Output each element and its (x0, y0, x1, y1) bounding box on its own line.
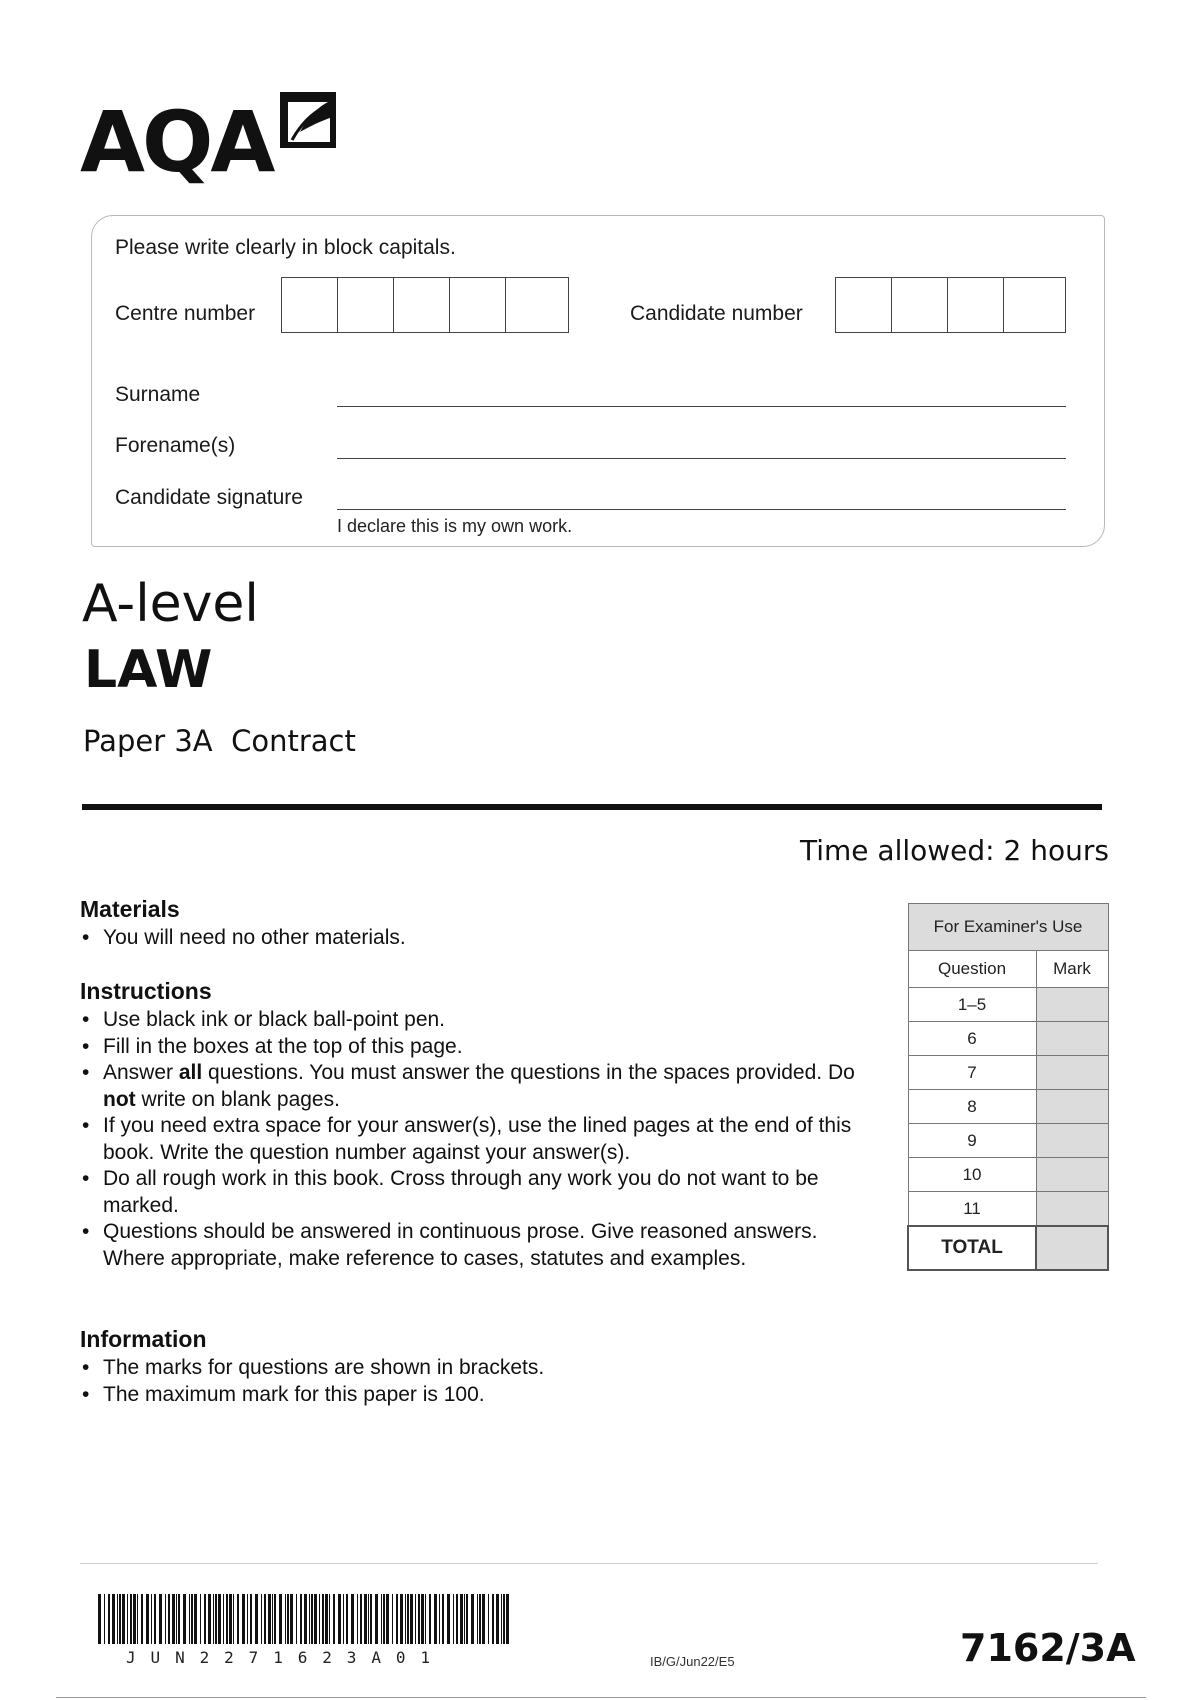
question-number: 1–5 (908, 988, 1036, 1022)
barcode-bar (141, 1594, 143, 1644)
mark-cell (1036, 1192, 1108, 1227)
barcode-bar (133, 1594, 136, 1644)
forename-label: Forename(s) (115, 434, 236, 457)
barcode-bar (418, 1594, 420, 1644)
table-row (908, 1158, 1108, 1192)
barcode-bar (439, 1594, 440, 1644)
barcode-bar (279, 1594, 282, 1644)
examiner-use-table (907, 903, 1109, 1271)
examiner-table-title: For Examiner's Use (908, 904, 1108, 951)
barcode-bar (329, 1594, 330, 1644)
barcode-bar (311, 1594, 313, 1644)
candidate-number-field[interactable] (835, 277, 1066, 333)
reference-code: IB/G/Jun22/E5 (650, 1654, 735, 1669)
barcode-bar (392, 1594, 393, 1644)
barcode-text: JUN2271623A01 (126, 1648, 445, 1667)
barcode-bar (386, 1594, 389, 1644)
declaration-text: I declare this is my own work. (337, 516, 573, 536)
question-number: 11 (908, 1192, 1036, 1227)
barcode-bar (183, 1594, 186, 1644)
barcode-bar (333, 1594, 335, 1644)
barcode-bar (357, 1594, 358, 1644)
question-number: 8 (908, 1090, 1036, 1124)
materials-heading: Materials (80, 896, 180, 922)
total-mark-cell (1036, 1226, 1108, 1270)
candidate-number-label: Candidate number (630, 302, 803, 325)
barcode-bar (194, 1594, 197, 1644)
barcode-bar (415, 1594, 416, 1644)
barcode-bar (213, 1594, 214, 1644)
mark-column-header: Mark (1036, 951, 1108, 988)
total-row (908, 1226, 1108, 1270)
paper-title: Paper 3A Contract (83, 724, 356, 758)
barcode-bar (370, 1594, 372, 1644)
barcode-bar (442, 1594, 444, 1644)
barcode-bar (189, 1594, 190, 1644)
barcode-bar (146, 1594, 149, 1644)
barcode-bar (492, 1594, 494, 1644)
barcode-bar (300, 1594, 302, 1644)
barcode-bar (396, 1594, 398, 1644)
barcode-bar (456, 1594, 458, 1644)
barcode-bar (237, 1594, 239, 1644)
barcode-bar (178, 1594, 180, 1644)
barcode-bar (285, 1594, 286, 1644)
paper-code: 7162/3A (960, 1626, 1136, 1670)
table-row (908, 1022, 1108, 1056)
mark-cell (1036, 1090, 1108, 1124)
barcode-bar (117, 1594, 118, 1644)
barcode-bar (204, 1594, 206, 1644)
signature-field[interactable] (337, 509, 1066, 510)
barcode-bar (296, 1594, 297, 1644)
centre-number-box[interactable] (282, 278, 338, 332)
barcode-bar (488, 1594, 489, 1644)
barcode-bar (447, 1594, 450, 1644)
barcode-bar (223, 1594, 224, 1644)
list-item: • Do all rough work in this book. Cross through any work you do not want to be marked. (80, 1166, 870, 1219)
centre-number-field[interactable] (281, 277, 569, 333)
barcode-bar (434, 1594, 437, 1644)
barcode-bar (407, 1594, 409, 1644)
barcode-bar (425, 1594, 426, 1644)
barcode-bar (314, 1594, 317, 1644)
forename-field[interactable] (337, 458, 1066, 459)
barcode-bar (364, 1594, 367, 1644)
barcode-bar (229, 1594, 232, 1644)
barcode-bar (375, 1594, 378, 1644)
barcode-bar (154, 1594, 156, 1644)
list-item: • Answer all questions. You must answer the questions in the spaces provided. Do not write on blank pages. (80, 1060, 870, 1113)
surname-field[interactable] (337, 406, 1066, 407)
logo-text: AQA (80, 93, 273, 191)
information-list (80, 1355, 870, 1408)
barcode-bar (290, 1594, 293, 1644)
barcode-bar (351, 1594, 354, 1644)
barcode-bar (338, 1594, 341, 1644)
candidate-number-box[interactable] (1004, 278, 1060, 332)
barcode-bar (453, 1594, 454, 1644)
question-number: 6 (908, 1022, 1036, 1056)
barcode-bar (137, 1594, 138, 1644)
barcode-bar (309, 1594, 310, 1644)
barcode-bar (104, 1594, 105, 1644)
barcode-bar (460, 1594, 463, 1644)
title-divider (82, 804, 1102, 810)
barcode-bar (250, 1594, 252, 1644)
barcode-bar (506, 1594, 509, 1644)
barcode-bar (501, 1594, 502, 1644)
barcode-bar (233, 1594, 234, 1644)
barcode-bar (429, 1594, 431, 1644)
mark-cell (1036, 1124, 1108, 1158)
barcode-bar (255, 1594, 258, 1644)
list-item: • Use black ink or black ball-point pen. (80, 1007, 870, 1034)
barcode-bar (496, 1594, 499, 1644)
barcode (98, 1594, 510, 1648)
barcode-bar (304, 1594, 307, 1644)
barcode-bar (242, 1594, 245, 1644)
subject-title: LAW (84, 640, 213, 700)
barcode-bar (176, 1594, 177, 1644)
barcode-bar (119, 1594, 121, 1644)
barcode-bar (127, 1594, 128, 1644)
question-number: 9 (908, 1124, 1036, 1158)
barcode-bar (360, 1594, 362, 1644)
barcode-bar (108, 1594, 110, 1644)
barcode-bar (464, 1594, 465, 1644)
centre-number-box[interactable] (338, 278, 394, 332)
total-label: TOTAL (908, 1226, 1036, 1270)
barcode-bar (346, 1594, 348, 1644)
qualification-level: A-level (82, 574, 259, 634)
mark-cell (1036, 1022, 1108, 1056)
barcode-bar (200, 1594, 201, 1644)
instructions-list (80, 1007, 870, 1272)
block-capitals-instruction: Please write clearly in block capitals. (115, 236, 456, 259)
time-allowed: Time allowed: 2 hours (800, 834, 1109, 867)
barcode-bar (343, 1594, 344, 1644)
list-item: • Questions should be answered in continuous prose. Give reasoned answers. Where appropriate, make reference to cases, statutes and examples. (80, 1219, 870, 1272)
list-item: • You will need no other materials. (80, 925, 880, 952)
barcode-bar (322, 1594, 324, 1644)
barcode-bar (208, 1594, 211, 1644)
barcode-bar (168, 1594, 170, 1644)
list-item: • The maximum mark for this paper is 100. (80, 1382, 870, 1409)
table-row (908, 988, 1108, 1022)
page-bottom-line (56, 1697, 1146, 1698)
table-row (908, 1056, 1108, 1090)
table-row (908, 1192, 1108, 1227)
barcode-bar (368, 1594, 369, 1644)
barcode-bar (383, 1594, 385, 1644)
barcode-bar (482, 1594, 485, 1644)
materials-list (80, 925, 880, 952)
barcode-bar (479, 1594, 481, 1644)
surname-label: Surname (115, 383, 201, 406)
barcode-bar (261, 1594, 262, 1644)
barcode-bar (477, 1594, 478, 1644)
list-item: • Fill in the boxes at the top of this page. (80, 1034, 870, 1061)
aqa-logo (80, 92, 350, 192)
footer-divider (80, 1563, 1098, 1564)
centre-number-box[interactable] (506, 278, 562, 332)
barcode-bar (172, 1594, 175, 1644)
aqa-leaf-icon (280, 92, 340, 152)
barcode-bar (218, 1594, 221, 1644)
candidate-number-box[interactable] (836, 278, 892, 332)
barcode-bar (112, 1594, 115, 1644)
information-heading: Information (80, 1326, 207, 1352)
list-item: • The marks for questions are shown in brackets. (80, 1355, 870, 1382)
barcode-bar (471, 1594, 474, 1644)
candidate-number-box[interactable] (948, 278, 1004, 332)
barcode-bar (226, 1594, 228, 1644)
candidate-number-box[interactable] (892, 278, 948, 332)
barcode-bar (272, 1594, 273, 1644)
question-number: 7 (908, 1056, 1036, 1090)
signature-label: Candidate signature (115, 486, 303, 509)
barcode-bar (400, 1594, 403, 1644)
barcode-bar (130, 1594, 132, 1644)
mark-cell (1036, 988, 1108, 1022)
barcode-bar (405, 1594, 406, 1644)
table-row (908, 1124, 1108, 1158)
barcode-bar (159, 1594, 162, 1644)
barcode-bar (503, 1594, 505, 1644)
centre-number-box[interactable] (450, 278, 506, 332)
barcode-bar (122, 1594, 125, 1644)
list-item: • If you need extra space for your answer(s), use the lined pages at the end of this book. Write the question number against your answer(s). (80, 1113, 870, 1166)
barcode-bar (325, 1594, 328, 1644)
question-number: 10 (908, 1158, 1036, 1192)
question-column-header: Question (908, 951, 1036, 988)
barcode-bar (381, 1594, 382, 1644)
barcode-bar (268, 1594, 271, 1644)
barcode-bar (165, 1594, 166, 1644)
barcode-bar (215, 1594, 217, 1644)
instructions-heading: Instructions (80, 978, 212, 1004)
table-row (908, 1090, 1108, 1124)
barcode-bar (191, 1594, 193, 1644)
barcode-bar (466, 1594, 468, 1644)
barcode-bar (264, 1594, 266, 1644)
barcode-bar (287, 1594, 289, 1644)
barcode-bar (98, 1594, 101, 1644)
barcode-bar (151, 1594, 152, 1644)
mark-cell (1036, 1158, 1108, 1192)
centre-number-label: Centre number (115, 302, 256, 325)
barcode-bar (274, 1594, 276, 1644)
barcode-bar (319, 1594, 320, 1644)
mark-cell (1036, 1056, 1108, 1090)
barcode-bar (247, 1594, 248, 1644)
centre-number-box[interactable] (394, 278, 450, 332)
barcode-bar (410, 1594, 413, 1644)
barcode-bar (421, 1594, 424, 1644)
